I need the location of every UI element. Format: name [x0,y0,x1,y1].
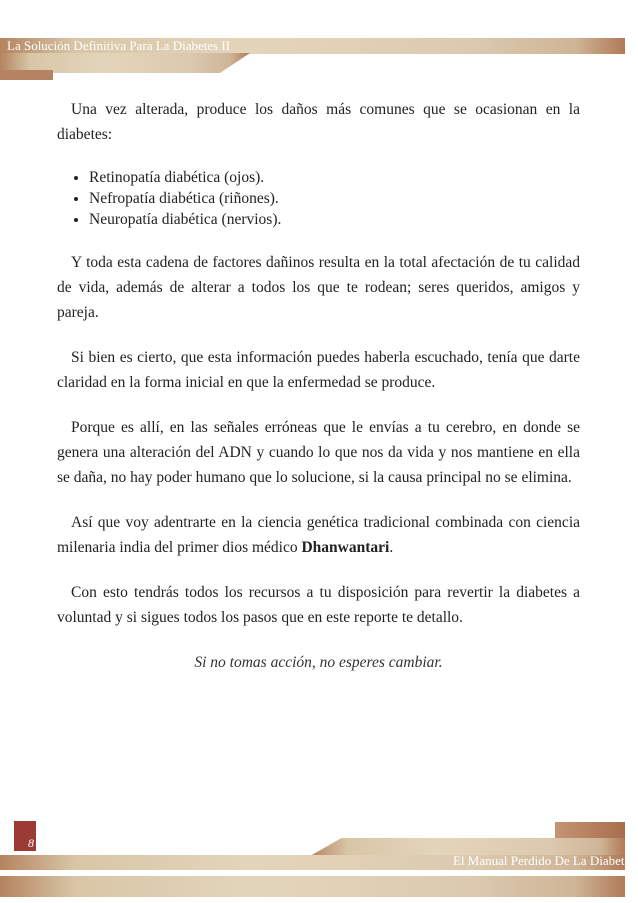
text: Así que voy adentrarte en la ciencia genética tradicional combinada con ciencia milenaria india del primer dios médico [57,514,580,556]
page-number: 8 [28,836,34,850]
bullet-list [57,167,580,230]
header-title: La Solución Definitiva Para La Diabetes II [7,38,231,53]
paragraph: Porque es allí, en las señales erróneas que le envías a tu cerebro, en donde se genera una alteración del ADN y cuando lo que nos da vida y nos mantiene en ella se daña, no hay poder humano que lo solucione, si la causa principal no se elimina. [57,419,580,486]
body-text [57,97,580,695]
list-item: • Retinopatía diabética (ojos). [89,167,580,188]
paragraph [57,510,580,560]
footer-band-accent [555,822,625,839]
list-item: • Nefropatía diabética (riñones). [89,188,580,209]
bold-name: Dhanwantari [301,539,390,556]
paragraph: Si bien es cierto, que esta información puedes haberla escuchado, tenía que darte claridad en la forma inicial en que la enfermedad se produce. [57,349,580,391]
closing-quote: Si no tomas acción, no esperes cambiar. [194,654,443,671]
paragraph: Con esto tendrás todos los recursos a tu disposición para revertir la diabetes a voluntad y si sigues todos los pasos que en este reporte te detallo. [57,584,580,626]
footer-band-bottom [0,876,625,897]
page-number-box [14,821,36,852]
header-band-accent [0,70,53,80]
paragraph: Y toda esta cadena de factores dañinos resulta en la total afectación de tu calidad de vida, además de alterar a todos los que te rodean; seres queridos, amigos y pareja. [57,254,580,321]
list-item: • Neuropatía diabética (nervios). [89,209,580,230]
footer-title: El Manual Perdido De La Diabetes [453,853,636,868]
paragraph: Una vez alterada, produce los daños más comunes que se ocasionan en la diabetes: [57,101,580,143]
text: . [389,539,394,556]
